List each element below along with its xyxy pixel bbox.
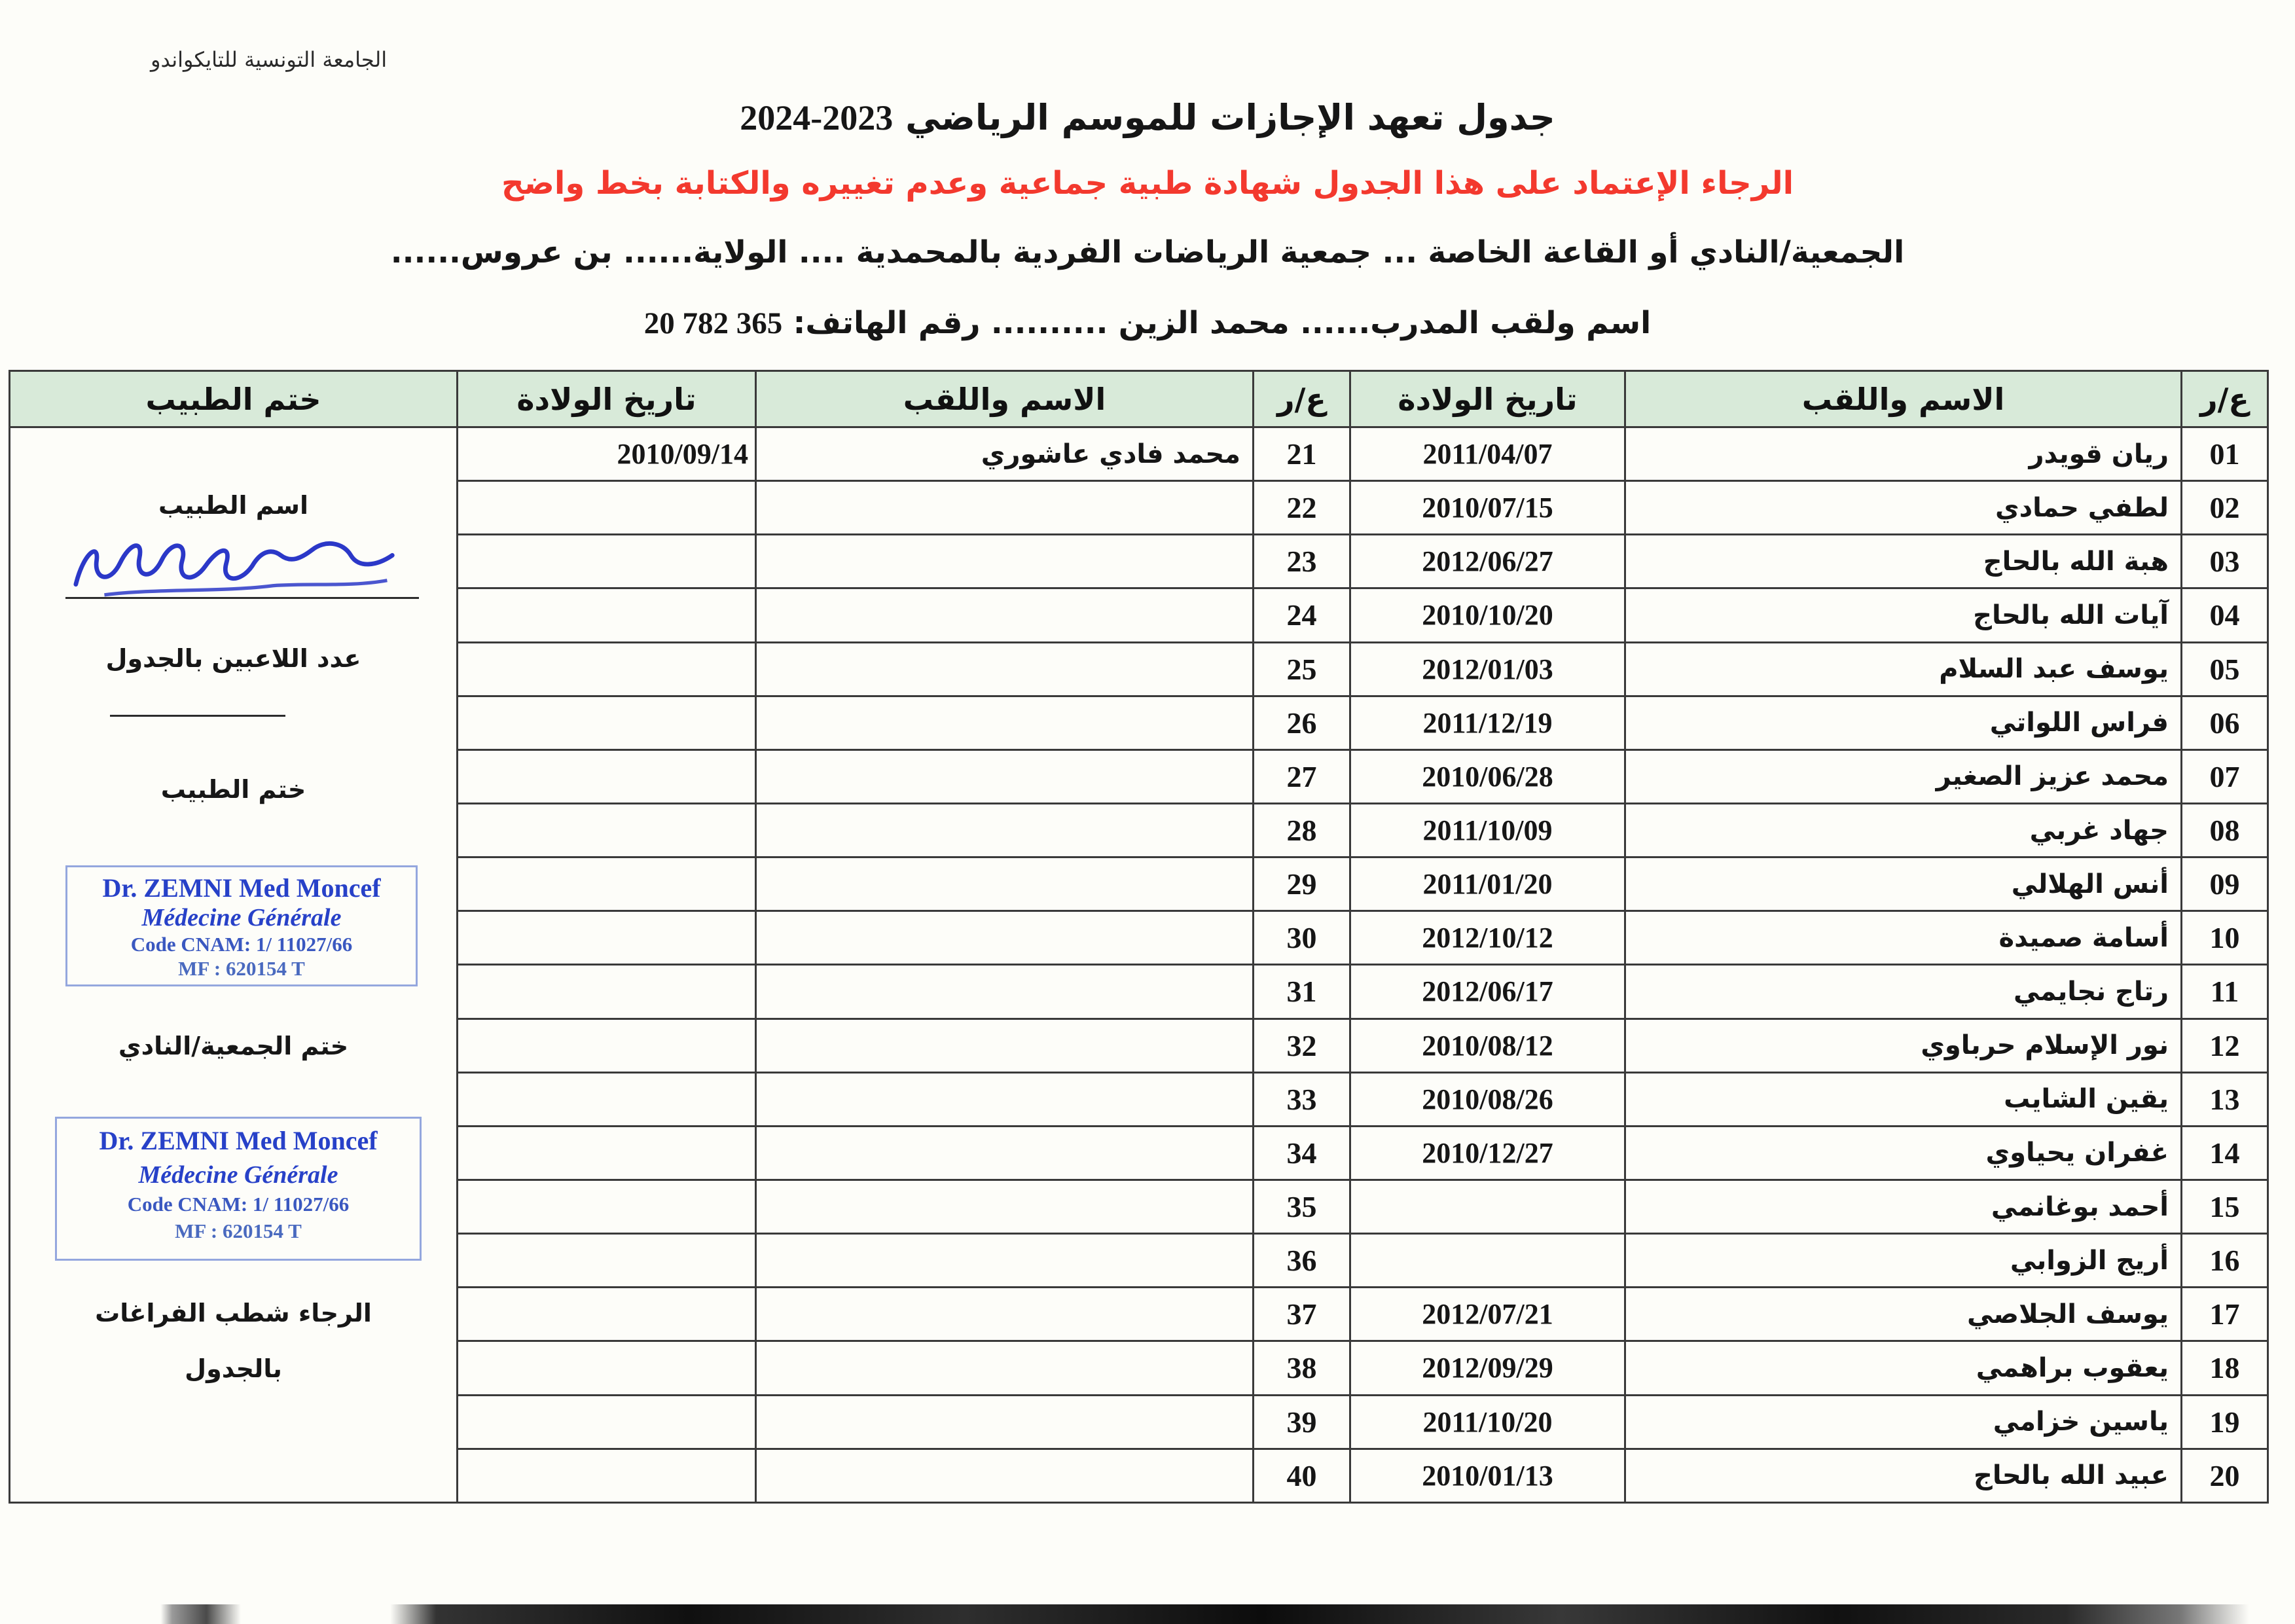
row-number-cell: 38 — [1254, 1341, 1350, 1395]
player-name-cell — [756, 696, 1254, 749]
birthdate-cell — [458, 857, 756, 911]
col-header-num-left: ع/ر — [1254, 371, 1350, 427]
birthdate-cell: 2012/10/12 — [1350, 911, 1625, 965]
player-name-cell — [756, 749, 1254, 803]
row-number-cell: 17 — [2182, 1288, 2268, 1341]
birthdate-cell — [458, 1449, 756, 1502]
player-name-cell: يعقوب براهمي — [1625, 1341, 2182, 1395]
birthdate-cell — [458, 481, 756, 535]
birthdate-cell: 2010/12/27 — [1350, 1126, 1625, 1180]
col-header-dob-right: تاريخ الولادة — [1350, 371, 1625, 427]
stamp-cnam-code: Code CNAM: 1/ 11027/66 — [127, 1192, 350, 1216]
row-number-cell: 18 — [2182, 1341, 2268, 1395]
player-name-cell: ريان قويدر — [1625, 427, 2182, 481]
player-name-cell — [756, 1019, 1254, 1072]
row-number-cell: 10 — [2182, 911, 2268, 965]
birthdate-cell — [458, 965, 756, 1019]
table-header-row — [10, 371, 2268, 427]
birthdate-cell — [458, 1234, 756, 1288]
birthdate-cell — [1350, 1180, 1625, 1233]
title-text: جدول تعهد الإجازات للموسم الرياضي — [905, 97, 1555, 138]
doctor-stamp-imprint — [65, 865, 418, 986]
player-name-cell — [756, 1126, 1254, 1180]
birthdate-cell — [458, 1341, 756, 1395]
row-number-cell: 37 — [1254, 1288, 1350, 1341]
player-name-cell: هبة الله بالحاج — [1625, 535, 2182, 588]
player-name-cell — [756, 1449, 1254, 1502]
player-name-cell: لطفي حمادي — [1625, 481, 2182, 535]
page-title — [0, 97, 2295, 138]
birthdate-cell — [458, 642, 756, 696]
row-number-cell: 33 — [1254, 1072, 1350, 1126]
col-header-dob-left: تاريخ الولادة — [458, 371, 756, 427]
player-name-cell — [756, 803, 1254, 857]
birthdate-cell: 2012/06/27 — [1350, 535, 1625, 588]
table-row — [10, 427, 2268, 481]
row-number-cell: 22 — [1254, 481, 1350, 535]
col-header-name-right: الاسم واللقب — [1625, 371, 2182, 427]
row-number-cell: 36 — [1254, 1234, 1350, 1288]
player-name-cell: عبيد الله بالحاج — [1625, 1449, 2182, 1502]
birthdate-cell — [458, 749, 756, 803]
stamp-panel — [10, 428, 456, 1502]
stamp-doctor-name: Dr. ZEMNI Med Moncef — [102, 873, 381, 903]
row-number-cell: 15 — [2182, 1180, 2268, 1233]
stamp-mf-code: MF : 620154 T — [178, 956, 305, 980]
licenses-table — [9, 370, 2269, 1504]
row-number-cell: 21 — [1254, 427, 1350, 481]
federation-name: الجامعة التونسية للتايكواندو — [151, 47, 388, 72]
birthdate-cell — [458, 911, 756, 965]
birthdate-cell: 2011/04/07 — [1350, 427, 1625, 481]
player-name-cell: آيات الله بالحاج — [1625, 588, 2182, 642]
stamp-specialty: Médecine Générale — [141, 904, 342, 932]
birthdate-cell: 2012/06/17 — [1350, 965, 1625, 1019]
phone-number: 20 782 365 — [643, 306, 783, 340]
doctor-stamp-label: ختم الطبيب — [160, 775, 306, 804]
row-number-cell: 16 — [2182, 1234, 2268, 1288]
player-name-cell — [756, 481, 1254, 535]
row-number-cell: 19 — [2182, 1395, 2268, 1449]
row-number-cell: 40 — [1254, 1449, 1350, 1502]
player-name-cell: أريج الزوابي — [1625, 1234, 2182, 1288]
row-number-cell: 11 — [2182, 965, 2268, 1019]
coach-text: اسم ولقب المدرب...... محمد الزين .......... رقم الهاتف: — [793, 305, 1652, 341]
row-number-cell: 28 — [1254, 803, 1350, 857]
row-number-cell: 27 — [1254, 749, 1350, 803]
player-name-cell — [756, 1072, 1254, 1126]
players-count-label: عدد اللاعبين بالجدول — [105, 644, 361, 673]
col-header-name-left: الاسم واللقب — [756, 371, 1254, 427]
player-name-cell: أحمد بوغانمي — [1625, 1180, 2182, 1233]
row-number-cell: 29 — [1254, 857, 1350, 911]
row-number-cell: 26 — [1254, 696, 1350, 749]
player-name-cell — [756, 1341, 1254, 1395]
club-stamp-imprint — [55, 1117, 422, 1261]
player-name-cell: رتاج نجايمي — [1625, 965, 2182, 1019]
birthdate-cell — [458, 1072, 756, 1126]
player-name-cell: جهاد غربي — [1625, 803, 2182, 857]
row-number-cell: 24 — [1254, 588, 1350, 642]
birthdate-cell: 2010/08/26 — [1350, 1072, 1625, 1126]
player-name-cell — [756, 911, 1254, 965]
birthdate-cell: 2012/01/03 — [1350, 642, 1625, 696]
player-name-cell: ياسين خزامي — [1625, 1395, 2182, 1449]
row-number-cell: 39 — [1254, 1395, 1350, 1449]
player-name-cell — [756, 588, 1254, 642]
row-number-cell: 12 — [2182, 1019, 2268, 1072]
birthdate-cell: 2010/08/12 — [1350, 1019, 1625, 1072]
player-name-cell — [756, 1395, 1254, 1449]
stamp-cnam-code: Code CNAM: 1/ 11027/66 — [130, 933, 353, 956]
row-number-cell: 35 — [1254, 1180, 1350, 1233]
row-number-cell: 20 — [2182, 1449, 2268, 1502]
player-name-cell: فراس اللواتي — [1625, 696, 2182, 749]
birthdate-cell: 2012/09/29 — [1350, 1341, 1625, 1395]
doctor-name-label: اسم الطبيب — [158, 491, 308, 520]
note-line1: الرجاء شطب الفراغات — [95, 1299, 372, 1327]
player-name-cell — [756, 857, 1254, 911]
row-number-cell: 02 — [2182, 481, 2268, 535]
row-number-cell: 08 — [2182, 803, 2268, 857]
player-name-cell — [756, 535, 1254, 588]
col-header-num-right: ع/ر — [2182, 371, 2268, 427]
stamp-doctor-name: Dr. ZEMNI Med Moncef — [99, 1126, 378, 1155]
birthdate-cell: 2010/09/14 — [458, 427, 756, 481]
coach-line — [0, 305, 2295, 341]
player-name-cell: محمد عزيز الصغير — [1625, 749, 2182, 803]
row-number-cell: 04 — [2182, 588, 2268, 642]
title-season-years: 2024-2023 — [740, 98, 894, 137]
birthdate-cell — [458, 803, 756, 857]
row-number-cell: 01 — [2182, 427, 2268, 481]
row-number-cell: 34 — [1254, 1126, 1350, 1180]
birthdate-cell: 2010/06/28 — [1350, 749, 1625, 803]
birthdate-cell — [458, 588, 756, 642]
row-number-cell: 14 — [2182, 1126, 2268, 1180]
player-name-cell — [756, 965, 1254, 1019]
birthdate-cell — [458, 1395, 756, 1449]
club-stamp-label: ختم الجمعية/النادي — [118, 1032, 349, 1060]
row-number-cell: 07 — [2182, 749, 2268, 803]
birthdate-cell — [458, 1288, 756, 1341]
scan-edge-artifact — [0, 1604, 2295, 1624]
row-number-cell: 06 — [2182, 696, 2268, 749]
birthdate-cell: 2010/07/15 — [1350, 481, 1625, 535]
row-number-cell: 30 — [1254, 911, 1350, 965]
birthdate-cell — [458, 535, 756, 588]
row-number-cell: 13 — [2182, 1072, 2268, 1126]
player-name-cell — [756, 1288, 1254, 1341]
player-name-cell: أسامة صميدة — [1625, 911, 2182, 965]
player-name-cell — [756, 642, 1254, 696]
player-name-cell — [756, 1180, 1254, 1233]
note-line2: بالجدول — [185, 1354, 282, 1383]
birthdate-cell — [1350, 1234, 1625, 1288]
player-name-cell: يوسف الجلاصي — [1625, 1288, 2182, 1341]
club-line: الجمعية/النادي أو القاعة الخاصة ... جمعية الرياضات الفردية بالمحمدية .... الولاية...... بن عروس...... — [390, 234, 1905, 270]
row-number-cell: 32 — [1254, 1019, 1350, 1072]
warning-line: الرجاء الإعتماد على هذا الجدول شهادة طبية جماعية وعدم تغييره والكتابة بخط واضح — [501, 165, 1794, 202]
birthdate-cell — [458, 1180, 756, 1233]
col-header-doctor-stamp: ختم الطبيب — [10, 371, 458, 427]
birthdate-cell: 2010/01/13 — [1350, 1449, 1625, 1502]
birthdate-cell: 2010/10/20 — [1350, 588, 1625, 642]
player-name-cell: يقين الشايب — [1625, 1072, 2182, 1126]
birthdate-cell — [458, 1019, 756, 1072]
row-number-cell: 25 — [1254, 642, 1350, 696]
row-number-cell: 09 — [2182, 857, 2268, 911]
stamp-mf-code: MF : 620154 T — [175, 1219, 302, 1242]
signature-line — [65, 597, 419, 599]
player-name-cell: محمد فادي عاشوري — [756, 427, 1254, 481]
birthdate-cell: 2011/10/09 — [1350, 803, 1625, 857]
row-number-cell: 31 — [1254, 965, 1350, 1019]
row-number-cell: 05 — [2182, 642, 2268, 696]
birthdate-cell: 2011/10/20 — [1350, 1395, 1625, 1449]
player-name-cell — [756, 1234, 1254, 1288]
player-name-cell: يوسف عبد السلام — [1625, 642, 2182, 696]
stamp-specialty: Médecine Générale — [138, 1161, 338, 1189]
player-name-cell: أنس الهلالي — [1625, 857, 2182, 911]
doctor-signature — [65, 526, 416, 608]
birthdate-cell — [458, 696, 756, 749]
birthdate-cell: 2012/07/21 — [1350, 1288, 1625, 1341]
player-name-cell: غفران يحياوي — [1625, 1126, 2182, 1180]
doctor-stamp-cell — [10, 427, 458, 1503]
row-number-cell: 03 — [2182, 535, 2268, 588]
birthdate-cell: 2011/12/19 — [1350, 696, 1625, 749]
players-count-line — [110, 715, 285, 717]
player-name-cell: نور الإسلام حرباوي — [1625, 1019, 2182, 1072]
table-body — [10, 427, 2268, 1503]
row-number-cell: 23 — [1254, 535, 1350, 588]
birthdate-cell — [458, 1126, 756, 1180]
birthdate-cell: 2011/01/20 — [1350, 857, 1625, 911]
